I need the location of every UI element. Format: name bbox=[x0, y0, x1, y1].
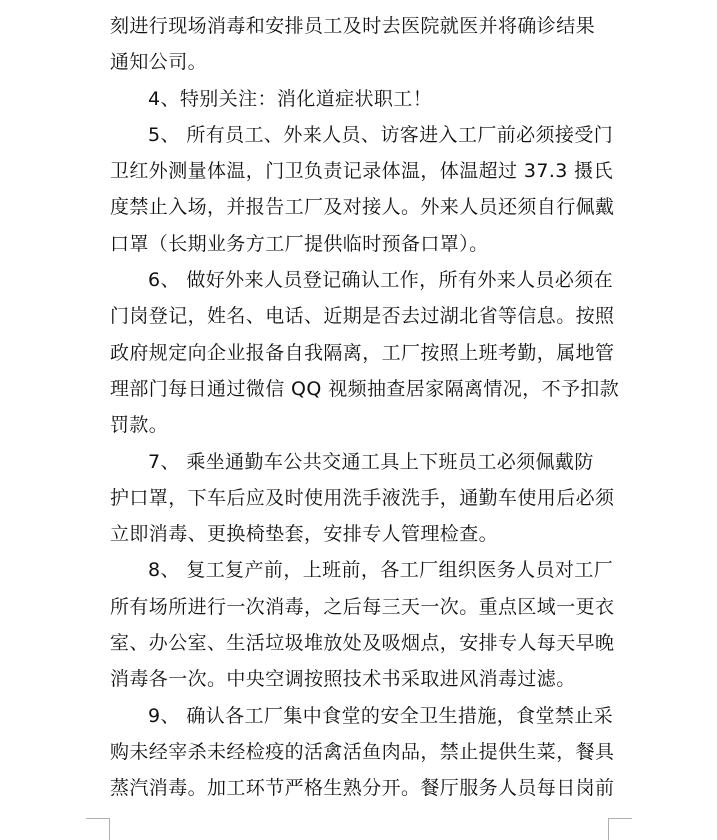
text-line: 门岗登记，姓名、电话、近期是否去过湖北省等信息。按照 bbox=[110, 305, 615, 328]
paragraph-8-line: 8、 复工复产前，上班前，各工厂组织医务人员对工厂 bbox=[148, 559, 614, 582]
text-line: 购未经宰杀未经检疫的活禽活鱼肉品，禁止提供生菜，餐具 bbox=[110, 740, 615, 763]
text-line: 蒸汽消毒。加工环节严格生熟分开。餐厅服务人员每日岗前 bbox=[110, 777, 615, 800]
text-line: 口罩（长期业务方工厂提供临时预备口罩）。 bbox=[110, 232, 489, 255]
text-line: 所有场所进行一次消毒，之后每三天一次。重点区域一更衣 bbox=[110, 595, 615, 618]
margin-crop-mark-right bbox=[608, 818, 632, 819]
text-line: 理部门每日通过微信 QQ 视频抽查居家隔离情况，不予扣款 bbox=[110, 377, 620, 400]
paragraph-4-line: 4、特别关注：消化道症状职工！ bbox=[148, 87, 433, 110]
paragraph-7-line: 7、 乘坐通勤车公共交通工具上下班员工必须佩戴防 bbox=[148, 450, 594, 473]
text-line: 室、办公室、生活垃圾堆放处及吸烟点，安排专人每天早晚 bbox=[110, 632, 615, 655]
text-line: 通知公司。 bbox=[110, 51, 208, 74]
margin-crop-mark-left bbox=[86, 818, 110, 819]
paragraph-5-line: 5、 所有员工、外来人员、访客进入工厂前必须接受门 bbox=[148, 123, 614, 146]
text-line: 度禁止入场，并报告工厂及对接人。外来人员还须自行佩戴 bbox=[110, 196, 615, 219]
paragraph-6-line: 6、 做好外来人员登记确认工作，所有外来人员必须在 bbox=[148, 269, 614, 292]
text-line: 消毒各一次。中央空调按照技术书采取进风消毒过滤。 bbox=[110, 668, 576, 691]
text-line: 护口罩，下车后应及时使用洗手液洗手，通勤车使用后必须 bbox=[110, 486, 615, 509]
margin-crop-mark-left bbox=[109, 818, 110, 840]
margin-crop-mark-right bbox=[608, 818, 609, 840]
text-line: 卫红外测量体温，门卫负责记录体温，体温超过 37.3 摄氏 bbox=[110, 160, 613, 183]
text-line: 立即消毒、更换椅垫套，安排专人管理检查。 bbox=[110, 523, 499, 546]
text-line: 罚款。 bbox=[110, 414, 169, 437]
text-line: 政府规定向企业报备自我隔离，工厂按照上班考勤，属地管 bbox=[110, 341, 615, 364]
document-body bbox=[110, 8, 620, 807]
text-line: 刻进行现场消毒和安排员工及时去医院就医并将确诊结果 bbox=[110, 15, 596, 37]
paragraph-9-line: 9、 确认各工厂集中食堂的安全卫生措施，食堂禁止采 bbox=[148, 704, 614, 727]
